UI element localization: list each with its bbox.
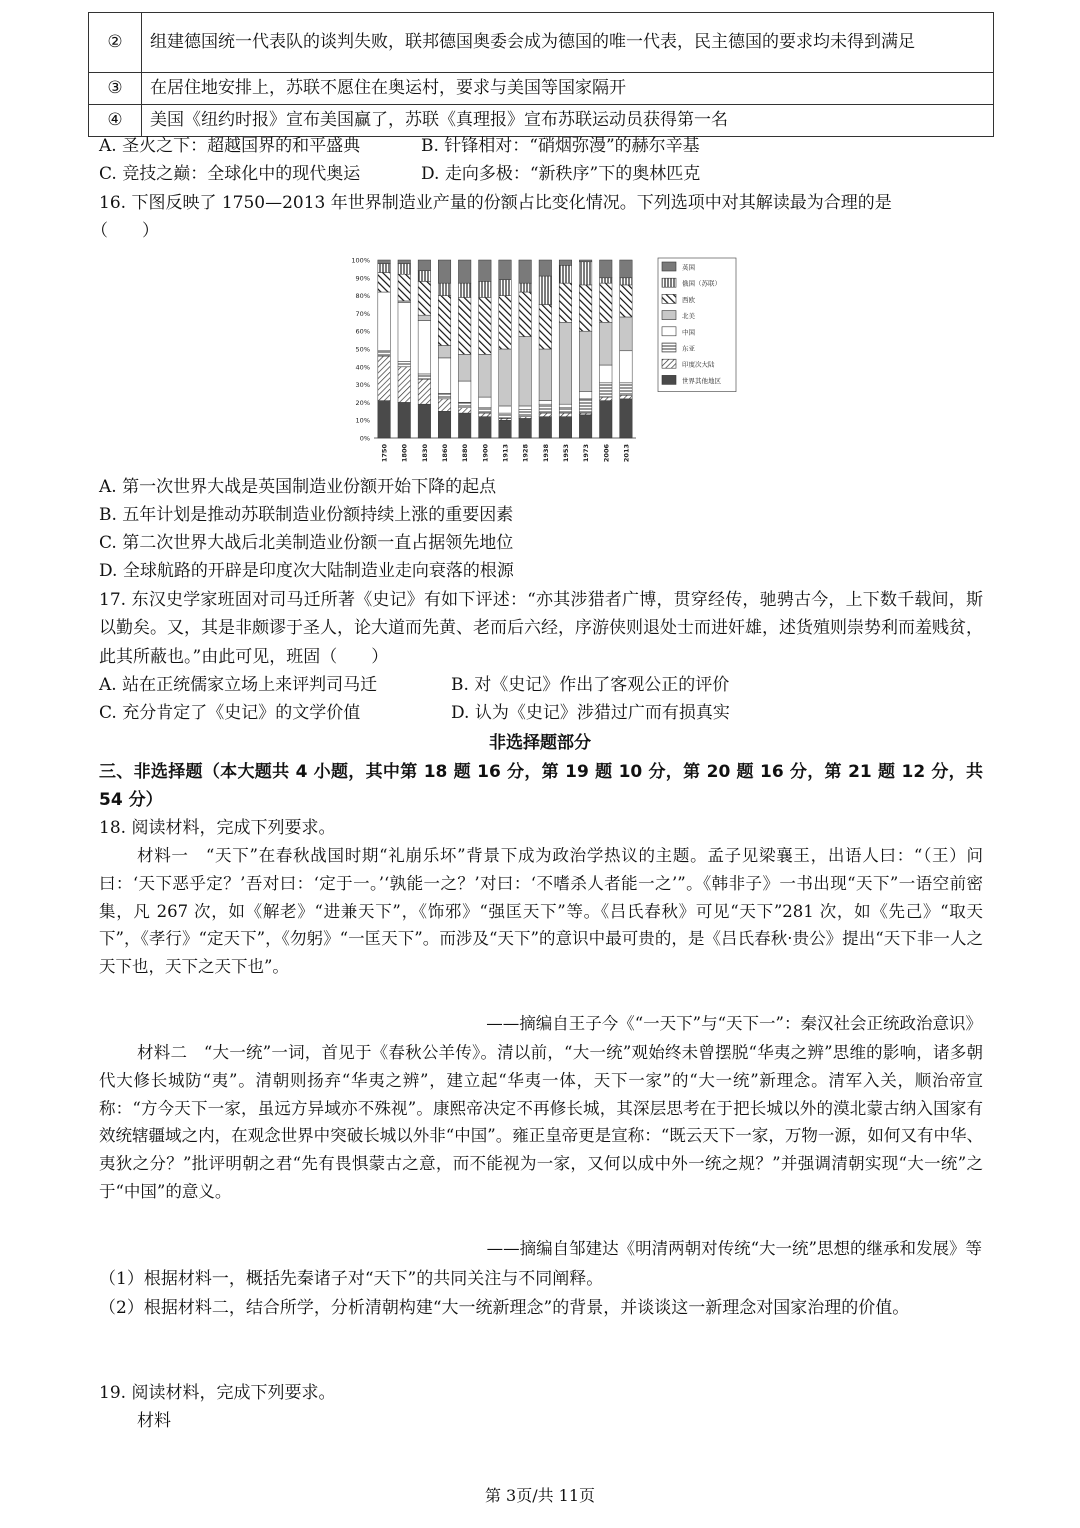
bar-segment <box>479 297 491 354</box>
legend-label: 西欧 <box>682 295 695 304</box>
bar-segment <box>458 297 470 354</box>
bar-segment <box>559 408 571 413</box>
legend-swatch <box>662 262 676 271</box>
q17-option-a: A. 站在正统儒家立场上来评判司马迁 <box>99 675 378 695</box>
q15-option-a: A. 圣火之下：超越国界的和平盛典 <box>99 136 361 156</box>
bar-segment <box>479 354 491 397</box>
x-tick-label: 1900 <box>481 444 490 463</box>
bar-segment <box>458 283 470 297</box>
bar-segment <box>579 331 591 392</box>
q17-options-row1 <box>99 671 729 699</box>
bar-segment <box>458 402 470 407</box>
x-tick-label: 1800 <box>400 444 409 463</box>
q15-options-row2 <box>99 160 700 188</box>
bar-segment <box>378 264 390 273</box>
bar-segment <box>559 260 571 265</box>
legend-swatch <box>662 294 676 303</box>
x-tick-label: 2013 <box>622 444 631 463</box>
x-tick-label: 1953 <box>561 444 570 463</box>
bar-segment <box>418 281 430 315</box>
q18-material1: 材料一 “天下”在春秋战国时期“礼崩乐坏”背景下成为政治学热议的主题。孟子见梁襄王，出语人曰：“（王）问曰：‘天下恶乎定？’吾对曰：‘定于一。’‘孰能一之？’对曰：‘不嗜杀人者能一之’”。《韩非子》一书出现“天下”一语空前密集，凡 267 次，如《解老》“进兼天下”，《饰邪》“强匡天下”等。《吕氏春秋》可见“天下”281 次，如《先己》“取天下”，《孝行》“定天下”，《勿躬》“一匡天下”。而涉及“天下”的意识中最可贵的，是《吕氏春秋·贵公》提出“天下非一人之天下也，天下之天下也”。 <box>99 846 983 977</box>
row-number: ② <box>89 13 142 73</box>
bar-segment <box>579 260 591 262</box>
bar-segment <box>519 337 531 406</box>
q18-source1: ——摘编自王子今《“一天下”与“天下一”：秦汉社会正统政治意识》 <box>486 1014 982 1033</box>
q18-sub2: （2）根据材料二，结合所学，分析清朝构建“大一统新理念”的背景，并谈谈这一新理念对国家治理的价值。 <box>99 1298 910 1318</box>
bar-segment <box>519 406 531 410</box>
bar-segment <box>600 383 612 397</box>
bar-segment <box>438 296 450 346</box>
bar-segment <box>398 301 410 303</box>
x-tick-label: 1928 <box>521 444 530 463</box>
bar-segment <box>519 417 531 419</box>
q15-option-d: D. 走向多极：“新秩序”下的奥林匹克 <box>421 164 701 184</box>
bar-segment <box>378 260 390 264</box>
table-row <box>89 13 994 73</box>
bar-segment <box>378 401 390 438</box>
row-number: ③ <box>89 73 142 105</box>
q18-sub1: （1）根据材料一，概括先秦诸子对“天下”的共同关注与不同阐释。 <box>99 1269 604 1289</box>
legend-swatch <box>662 327 676 336</box>
q16-option-c: C. 第二次世界大战后北美制造业份额一直占据领先地位 <box>99 533 514 553</box>
bar-segment <box>479 408 491 413</box>
page-footer: 第 3页/共 11页 <box>484 1486 596 1505</box>
bar-segment <box>620 317 632 351</box>
x-tick-label: 1830 <box>420 444 429 463</box>
bar-segment <box>559 322 571 404</box>
bar-segment <box>600 283 612 322</box>
x-tick-label: 1913 <box>501 444 510 463</box>
legend-swatch <box>662 311 676 320</box>
bar-segment <box>479 260 491 281</box>
q18-stem: 18. 阅读材料，完成下列要求。 <box>99 818 336 838</box>
q18-material2: 材料二 “大一统”一词，首见于《春秋公羊传》。清以前，“大一统”观始终未曾摆脱“华夷之辨”思维的影响，诸多朝代大修长城防“夷”。清朝则扬弃“华夷之辨”，建立起“华夷一体，天下一家”的“大一统”新理念。清军入关，顺治帝宣称：“方今天下一家，虽远方异域亦不殊视”。康熙帝决定不再修长城，其深层思考在于把长城以外的漠北蒙古纳入国家有效统辖疆域之内，在观念世界中突破长城以外非“中国”。雍正皇帝更是宣称：“既云天下一家，万物一源，如何又有中华、夷狄之分？”批评明朝之君“先有畏惧蒙古之意，而不能视为一家，又何以成中外一统之规？”并强调清朝实现“大一统”之于“中国”的意义。 <box>99 1043 983 1201</box>
bar-segment <box>479 413 491 417</box>
bar-segment <box>398 274 410 301</box>
events-table <box>88 12 994 137</box>
bar-segment <box>499 349 511 406</box>
bar-segment <box>499 420 511 438</box>
bar-segment <box>418 321 430 374</box>
q16-option-a: A. 第一次世界大战是英国制造业份额开始下降的起点 <box>99 477 497 497</box>
bar-segment <box>438 358 450 394</box>
bar-segment <box>539 349 551 401</box>
bar-segment <box>438 345 450 357</box>
q17-option-d: D. 认为《史记》涉猎过广而有损真实 <box>451 703 730 723</box>
legend-swatch <box>662 375 676 384</box>
y-tick-label: 90% <box>355 274 370 283</box>
bar-segment <box>458 260 470 283</box>
bar-segment <box>539 276 551 304</box>
bar-segment <box>600 401 612 438</box>
bar-segment <box>398 367 410 403</box>
bar-segment <box>398 361 410 366</box>
y-tick-label: 30% <box>355 381 370 390</box>
bar-segment <box>519 283 531 292</box>
x-tick-label: 1973 <box>582 444 591 463</box>
bar-segment <box>479 281 491 297</box>
row-text: 在居住地安排上，苏联不愿住在奥运村，要求与美国等国家隔开 <box>142 73 994 105</box>
bar-segment <box>458 413 470 438</box>
table-row <box>89 73 994 105</box>
bar-segment <box>479 397 491 408</box>
bar-segment <box>438 394 450 399</box>
q16-stem <box>91 189 983 246</box>
bar-segment <box>499 413 511 418</box>
q16-option-d: D. 全球航路的开辟是印度次大陆制造业走向衰落的根源 <box>99 561 514 581</box>
bar-segment <box>600 278 612 283</box>
bar-segment <box>559 413 571 417</box>
bar-segment <box>438 411 450 438</box>
bar-segment <box>539 305 551 350</box>
bar-segment <box>418 374 430 379</box>
bar-segment <box>438 283 450 295</box>
bar-segment <box>559 283 571 322</box>
bar-segment <box>499 406 511 413</box>
q15-option-b: B. 针锋相对：“硝烟弥漫”的赫尔辛基 <box>421 136 700 156</box>
x-tick-label: 1860 <box>441 444 450 463</box>
bar-segment <box>378 272 390 292</box>
bar-segment <box>438 260 450 283</box>
y-tick-label: 10% <box>355 416 370 425</box>
bar-segment <box>398 264 410 275</box>
q19-stem: 19. 阅读材料，完成下列要求。 <box>99 1383 336 1403</box>
q16-option-b: B. 五年计划是推动苏联制造业份额持续上涨的重要因素 <box>99 505 514 525</box>
bar-segment <box>499 280 511 296</box>
q15-option-c: C. 竞技之巅：全球化中的现代奥运 <box>99 164 361 184</box>
q17-option-c: C. 充分肯定了《史记》的文学价值 <box>99 703 361 723</box>
bar-segment <box>579 415 591 438</box>
y-tick-label: 100% <box>351 256 370 265</box>
bar-segment <box>539 404 551 413</box>
bar-segment <box>458 381 470 402</box>
y-tick-label: 60% <box>355 327 370 336</box>
bar-segment <box>579 262 591 285</box>
bar-segment <box>398 402 410 438</box>
bar-segment <box>519 410 531 417</box>
bar-segment <box>539 260 551 276</box>
bar-segment <box>579 392 591 399</box>
row-number: ④ <box>89 105 142 137</box>
q17-option-b: B. 对《史记》作出了客观公正的评价 <box>451 675 730 695</box>
bar-segment <box>559 404 571 408</box>
y-tick-label: 80% <box>355 292 370 301</box>
bar-segment <box>559 417 571 438</box>
bar-segment <box>620 351 632 383</box>
chart-legend <box>658 258 736 392</box>
bar-segment <box>398 303 410 362</box>
row-text: 美国《纽约时报》宣布美国赢了，苏联《真理报》宣布苏联运动员获得第一名 <box>142 105 994 137</box>
bar-segment <box>418 404 430 438</box>
row-text: 组建德国统一代表队的谈判失败，联邦德国奥委会成为德国的唯一代表，民主德国的要求均未得到满足 <box>142 13 994 73</box>
bar-segment <box>458 354 470 381</box>
q17-stem: 17. 东汉史学家班固对司马迁所著《史记》有如下评述：“亦其涉猎者广博，贯穿经传，驰骋古今，上下数千载间，斯以勤矣。又，其是非颇谬于圣人，论大道而先黄、老而后六经，序游侠则退处士而进奸雄，述货殖则崇势利而羞贱贫，此其所蔽也。”由此可见，班固（ ） <box>99 590 983 667</box>
bar-segment <box>378 351 390 356</box>
chart-axes <box>351 257 636 443</box>
legend-label: 俄国（苏联） <box>682 279 721 288</box>
bar-segment <box>620 383 632 395</box>
y-tick-label: 70% <box>355 309 370 318</box>
chart-x-labels <box>381 444 631 463</box>
bar-segment <box>600 322 612 365</box>
q19-material-label: 材料 <box>137 1411 171 1431</box>
bar-segment <box>519 260 531 283</box>
q16-answer-paren: （ ） <box>91 221 159 242</box>
bar-segment <box>600 260 612 278</box>
bar-segment <box>600 397 612 401</box>
y-tick-label: 0% <box>359 434 370 443</box>
y-tick-label: 40% <box>355 363 370 372</box>
bar-segment <box>458 408 470 413</box>
bar-segment <box>438 399 450 411</box>
bar-segment <box>600 365 612 383</box>
bar-segment <box>418 271 430 282</box>
bar-segment <box>418 260 430 271</box>
legend-label: 英国 <box>682 263 695 272</box>
legend-label: 中国 <box>682 328 695 337</box>
x-tick-label: 1750 <box>380 444 389 463</box>
bar-segment <box>418 315 430 320</box>
q17-options-row2 <box>99 699 730 727</box>
bar-segment <box>620 278 632 285</box>
bar-segment <box>620 399 632 438</box>
bar-segment <box>579 285 591 331</box>
section-title: 非选择题部分 <box>489 733 591 753</box>
bar-segment <box>378 356 390 401</box>
bar-segment <box>479 417 491 438</box>
q15-options-row1 <box>99 132 700 160</box>
x-tick-label: 1938 <box>541 444 550 463</box>
legend-label: 印度次大陆 <box>682 360 715 369</box>
bar-segment <box>620 260 632 278</box>
bar-segment <box>519 418 531 438</box>
legend-swatch <box>662 343 676 352</box>
bar-segment <box>620 285 632 317</box>
y-tick-label: 20% <box>355 398 370 407</box>
bar-segment <box>579 399 591 413</box>
x-tick-label: 1880 <box>461 444 470 463</box>
bar-segment <box>559 265 571 283</box>
legend-swatch <box>662 359 676 368</box>
chart-bars <box>378 260 632 438</box>
bar-segment <box>499 418 511 420</box>
manufacturing-share-chart <box>340 252 740 466</box>
y-tick-label: 50% <box>355 345 370 354</box>
q18-source2: ——摘编自邹建达《明清两朝对传统“大一统”思想的继承和发展》等 <box>486 1239 982 1258</box>
bar-segment <box>519 292 531 337</box>
bar-segment <box>539 413 551 417</box>
bar-segment <box>378 292 390 351</box>
legend-label: 北美 <box>682 312 695 321</box>
bar-segment <box>398 260 410 264</box>
bar-segment <box>418 379 430 404</box>
bar-segment <box>539 417 551 438</box>
x-tick-label: 2006 <box>602 444 611 463</box>
bar-segment <box>579 413 591 415</box>
bar-segment <box>539 401 551 405</box>
section3-heading: 三、非选择题（本大题共 4 小题，其中第 18 题 16 分，第 19 题 10 分，第 20 题 16 分，第 21 题 12 分，共 54 分） <box>99 762 983 811</box>
q16-stem-text: 16. 下图反映了 1750—2013 年世界制造业产量的份额占比变化情况。下列选项中对其解读最为合理的是 <box>99 193 892 213</box>
legend-label: 世界其他地区 <box>682 376 721 385</box>
legend-swatch <box>662 278 676 287</box>
bar-segment <box>499 260 511 280</box>
legend-label: 东亚 <box>682 344 695 353</box>
bar-segment <box>620 395 632 399</box>
bar-segment <box>499 296 511 349</box>
